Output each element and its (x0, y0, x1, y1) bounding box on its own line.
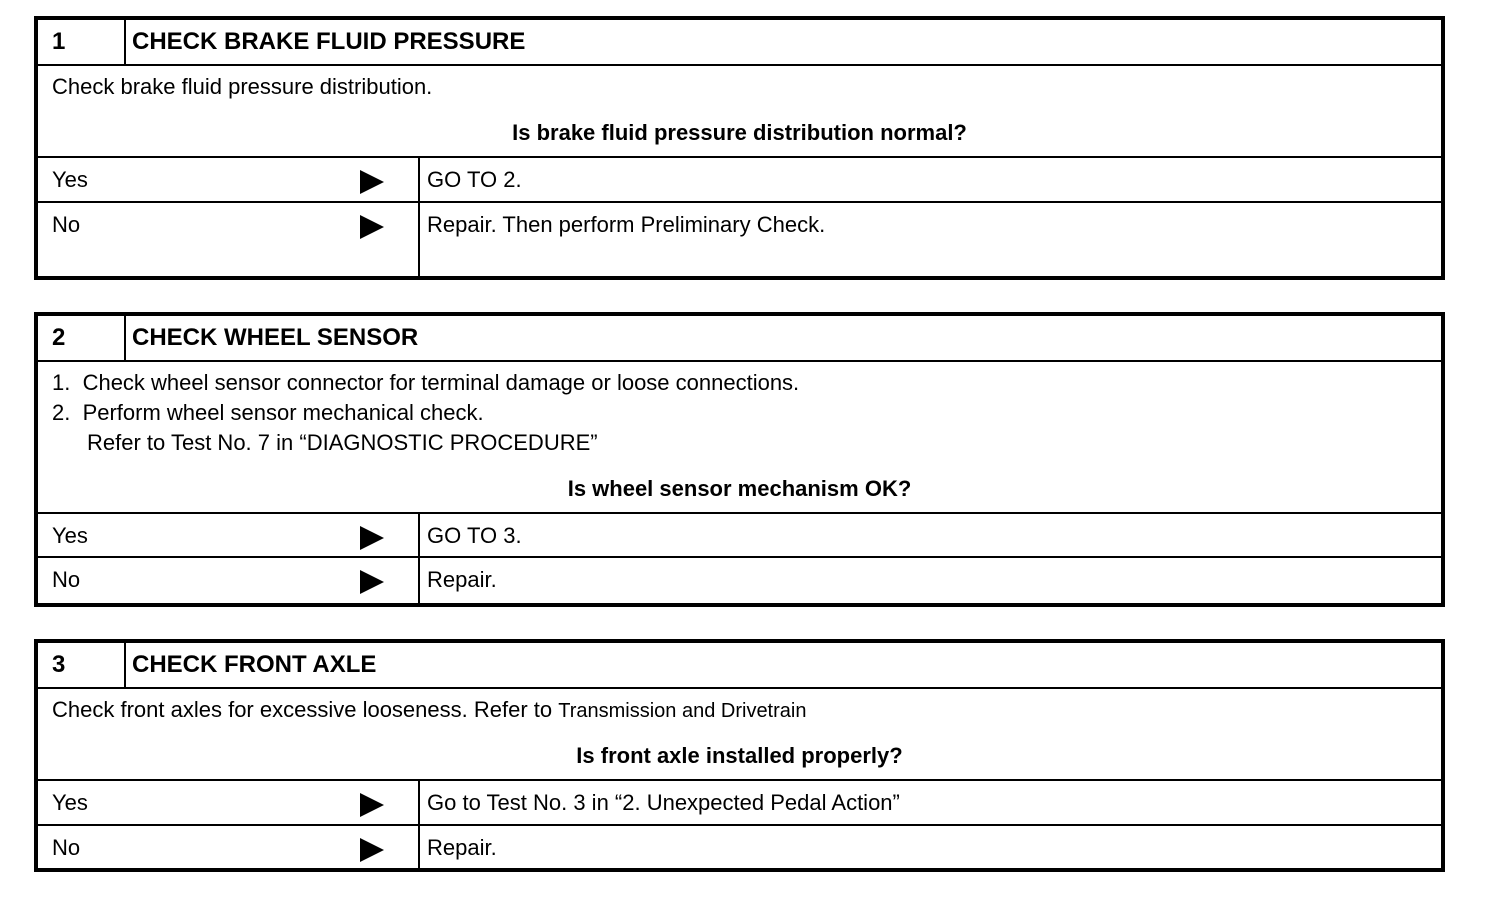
step-header (38, 20, 1441, 66)
step-title: CHECK WHEEL SENSOR (132, 324, 419, 351)
step-number: 3 (38, 643, 126, 687)
instruction-line: 2. Perform wheel sensor mechanical check. (52, 400, 484, 425)
yes-action: GO TO 3. (427, 523, 522, 548)
no-action: Repair. Then perform Preliminary Check. (427, 212, 826, 237)
yes-label: Yes (52, 790, 88, 815)
reference-text: Transmission and Drivetrain (558, 700, 807, 722)
step-instructions (38, 66, 1441, 158)
yes-row (38, 158, 1441, 203)
instruction-line: Check brake fluid pressure distribution. (52, 74, 433, 99)
yes-label: Yes (52, 167, 88, 192)
no-label: No (52, 567, 81, 592)
step-question: Is brake fluid pressure distribution normal? (512, 120, 967, 145)
step-question: Is front axle installed properly? (576, 743, 903, 768)
instruction-text: Check front axles for excessive looseness. Refer to (52, 697, 559, 722)
no-row (38, 558, 1441, 603)
no-label: No (52, 212, 81, 237)
instruction-line: Refer to Test No. 7 in “DIAGNOSTIC PROCEDURE” (87, 430, 598, 455)
arrow-right-icon (360, 793, 384, 817)
step-1-table (34, 16, 1445, 280)
step-instructions (38, 362, 1441, 514)
no-label: No (52, 835, 81, 860)
step-title: CHECK FRONT AXLE (132, 651, 377, 678)
step-2-table (34, 312, 1445, 607)
step-3-table (34, 639, 1445, 872)
step-number: 1 (38, 20, 126, 64)
yes-row (38, 781, 1441, 826)
arrow-right-icon (360, 170, 384, 194)
yes-row (38, 514, 1441, 558)
step-question: Is wheel sensor mechanism OK? (567, 476, 912, 501)
yes-action: GO TO 2. (427, 167, 522, 192)
no-action: Repair. (427, 567, 497, 592)
arrow-right-icon (360, 215, 384, 239)
instruction-line (52, 697, 806, 723)
yes-label: Yes (52, 523, 88, 548)
step-header (38, 316, 1441, 362)
instruction-line: 1. Check wheel sensor connector for terminal damage or loose connections. (52, 370, 800, 395)
step-header (38, 643, 1441, 689)
no-action: Repair. (427, 835, 497, 860)
step-number: 2 (38, 316, 126, 360)
arrow-right-icon (360, 570, 384, 594)
arrow-right-icon (360, 526, 384, 550)
arrow-right-icon (360, 838, 384, 862)
step-instructions (38, 689, 1441, 781)
step-title: CHECK BRAKE FLUID PRESSURE (132, 28, 526, 55)
no-row (38, 203, 1441, 276)
yes-action: Go to Test No. 3 in “2. Unexpected Pedal Action” (427, 790, 900, 815)
no-row (38, 826, 1441, 870)
